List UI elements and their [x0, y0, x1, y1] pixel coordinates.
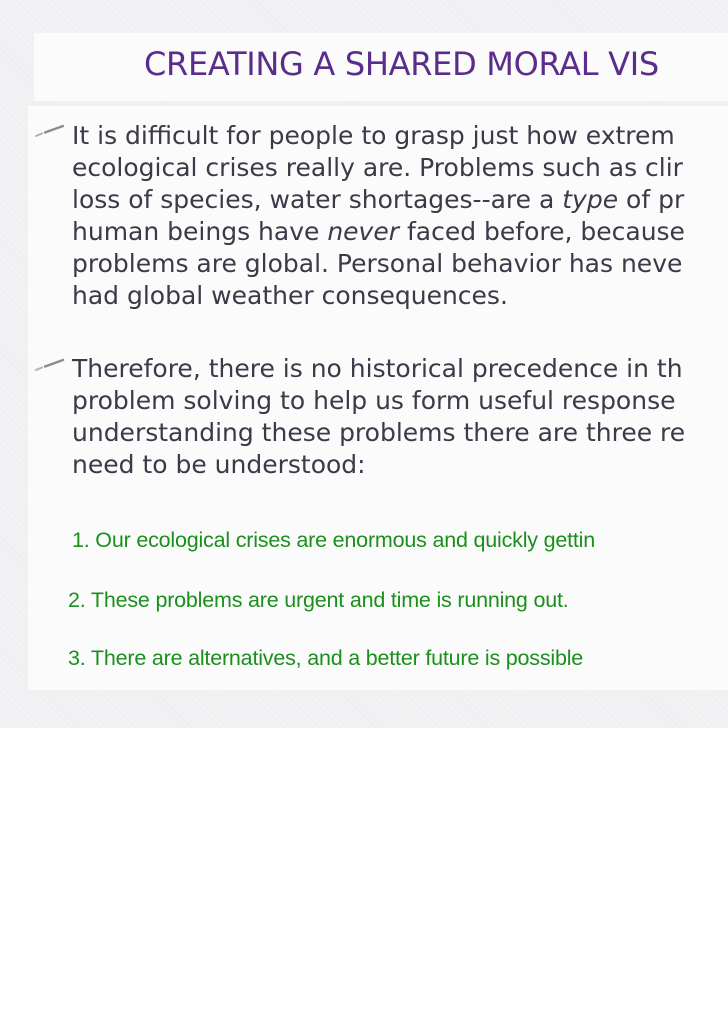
text-run: Therefore, there is no historical precedence in th	[72, 354, 683, 383]
point-alternatives: 3. There are alternatives, and a better future is possible	[68, 646, 584, 670]
slide-title: CREATING A SHARED MORAL VIS	[144, 45, 659, 83]
point-enormous-crises: 1. Our ecological crises are enormous and quickly gettin	[72, 528, 595, 552]
text-run: ecological crises really are. Problems such as clir	[72, 153, 683, 182]
text-run: human beings have	[72, 217, 328, 246]
text-run: problems are global. Personal behavior has neve	[72, 249, 683, 278]
text-run: of pr	[618, 185, 685, 214]
text-run: understanding these problems there are three re	[72, 418, 686, 447]
quill-dash-icon	[34, 124, 66, 138]
emphasized-text: never	[327, 217, 400, 246]
text-run: loss of species, water shortages--are a	[72, 185, 563, 214]
text-run: problem solving to help us form useful response	[72, 386, 676, 415]
point-urgent-problems: 2. These problems are urgent and time is running out.	[68, 588, 569, 612]
emphasized-text: type	[562, 185, 619, 214]
text-run: It is difficult for people to grasp just how extrem	[72, 121, 675, 150]
text-run: faced before, because	[399, 217, 685, 246]
bullet-paragraph-ecological-crises	[72, 120, 728, 312]
text-run: had global weather consequences.	[72, 281, 508, 310]
text-run: need to be understood:	[72, 450, 366, 479]
quill-dash-icon	[34, 358, 66, 372]
bullet-paragraph-historical-precedence	[72, 353, 728, 481]
